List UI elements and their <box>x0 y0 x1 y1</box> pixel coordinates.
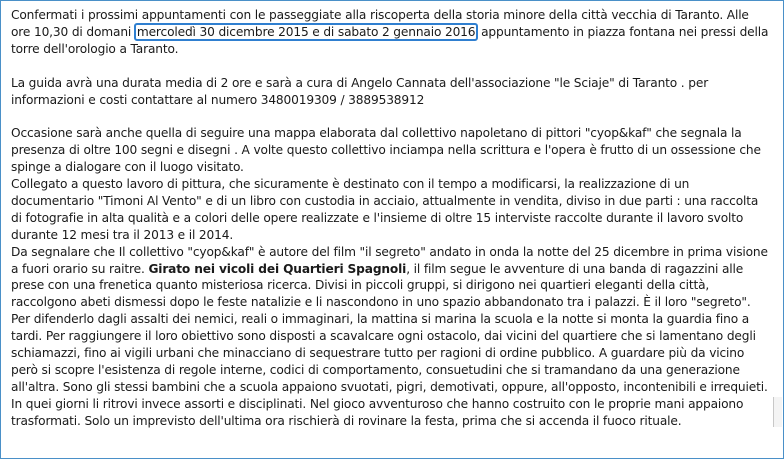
paragraph-documentary: Collegato a questo lavoro di pittura, che sicuramente è destinato con il tempo a modificarsi, la realizzazione di un documentario "Timoni Al Vento" e di un libro con custodia in acciaio, attualmente in vendita, diviso in due parti : una raccolta di fotografie in alta qualità e a colori delle opere realizzate e l'insieme di oltre 15 interviste raccolte durante il lavoro svolto durante 12 mesi tra il 2013 e il 2014. <box>11 177 759 242</box>
paragraph-map: Occasione sarà anche quella di seguire una mappa elaborata dal collettivo napoletano di pittori "cyop&kaf" che segnala la presenza di oltre 100 segni e disegni . A volte questo collettivo inciampa nella scrittura e l'opera è frutto di un ossessione che spinge a dialogare con il luogo visitato. <box>11 126 761 175</box>
paragraph-appointments-intro: Confermati i prossimi appuntamenti con le passeggiate alla riscoperta della storia minore della città vecchia di Taranto. Alle ore 10,30 di domani <box>11 8 749 39</box>
paragraph-film-story: , il film segue le avventure di una banda di ragazzini alle prese con una frenetica quanto misteriosa ricerca. Divisi in piccoli gruppi, si dirigono nei quartieri eleganti della città, raccolgono abeti dismessi dopo le feste natalizie e li nascondono in uno spazio abbandonato tra i palazzi. È il loro "segreto". Per difenderlo dagli assalti dei nemici, reali o immaginari, la mattina si marina la scuola e la notte si monta la guardia fino a tardi. Per raggiungere il loro obiettivo sono disposti a scavalcare ogni ostacolo, dai vicini del quartiere che si lamentano degli schiamazzi, fino ai vigili urbani che minacciano di sequestrare tutto per ragioni di ordine pubblico. A guardare più da vicino però si scopre l'esistenza di regole interne, codici di comportamento, consuetudini che si tramandano da una generazione all'altra. Sono gli stessi bambini che a scuola appaiono svuotati, pigri, demotivati, oppure, all'opposto, incontenibili e irrequieti. In quei giorni li ritrovi invece assorti e disciplinati. Nel gioco avventuroso che hanno costruito con le proprie mani appaiono trasformati. Solo un imprevisto dell'ultima ora rischierà di rovinare la festa, prima che si accenda il fuoco rituale. <box>11 261 768 428</box>
paragraph-appointments-location: appuntamento in piazza fontana nei pressi della torre dell'orologio a Taranto. <box>11 24 769 56</box>
paragraph-film-intro: Da segnalare che Il collettivo "cyop&kaf" è autore del film "il segreto" andato in onda la notte del 25 dicembre in prima visione a fuori orario su raitre. <box>11 244 768 276</box>
paragraph-film <box>11 244 771 430</box>
highlighted-dates: mercoledì 30 dicembre 2015 e di sabato 2 gennaio 2016 <box>134 23 479 41</box>
paragraph-appointments <box>11 7 771 58</box>
film-location-bold: Girato nei vicoli dei Quartieri Spagnoli <box>148 261 407 276</box>
paragraph-spacer <box>11 108 771 125</box>
paragraph-guide-info: La guida avrà una durata media di 2 ore e sarà a cura di Angelo Cannata dell'associazione "le Sciaje" di Taranto . per informazioni e costi contattare al numero 3480019309 / 3889538912 <box>11 75 709 107</box>
article-body <box>11 7 771 430</box>
scrollbar[interactable] <box>773 397 782 427</box>
paragraph-spacer <box>11 58 771 75</box>
